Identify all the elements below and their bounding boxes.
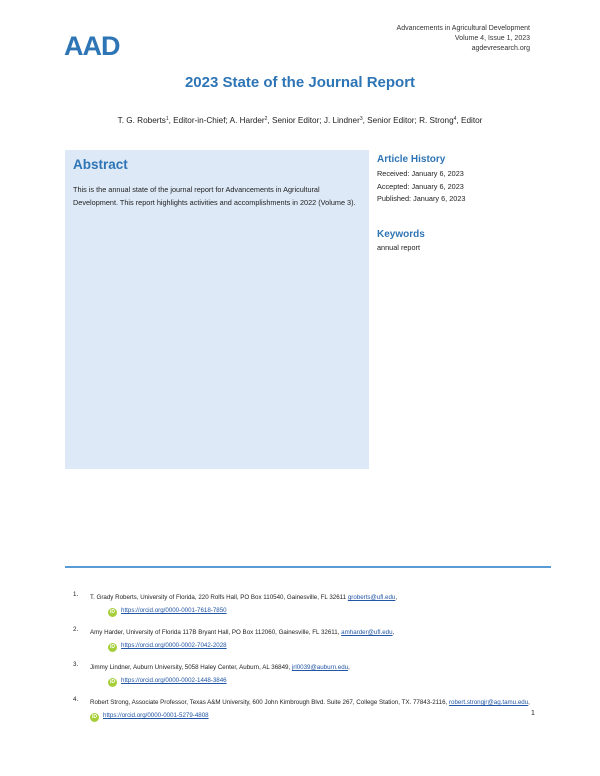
published-date: Published: January 6, 2023 [377,194,466,203]
page-number: 1 [531,710,535,717]
footnote-item [73,626,543,652]
author-role: , Senior Editor; [267,116,324,125]
footnote-number: 4. [73,696,79,703]
footnote-text: Jimmy Lindner, Auburn University, 5058 Haley Center, Auburn, AL 36849, [90,664,292,671]
orcid-link[interactable]: https://orcid.org/0000-0002-7042-2028 [121,642,227,649]
article-history [377,168,465,206]
footnote-punct: , [528,699,530,706]
footnote-punct: , [392,629,395,636]
footnote-item [73,591,543,617]
email-link[interactable]: groberts@ufl.edu [347,594,396,601]
footnote-item [73,661,543,687]
footnotes [73,591,543,731]
footnote-text: T. Grady Roberts, University of Florida, 220 Rolfs Hall, PO Box 110540, Gainesville, FL 32611 [90,594,348,601]
author-affiliation-marker: 1 [165,116,169,122]
author-role: , Editor [456,116,483,125]
author-role: , Senior Editor; [362,116,420,125]
orcid-link[interactable]: https://orcid.org/0000-0002-1448-3846 [121,677,227,684]
footnote-punct: , [348,664,350,671]
page-title: 2023 State of the Journal Report [184,74,416,91]
footnote-text: Amy Harder, University of Florida 117B Bryant Hall, PO Box 112060, Gainesville, FL 32611, [90,629,342,636]
footnote-text: Robert Strong, Associate Professor, Texas A&M University, 600 John Kimbrough Blvd. Suite 267, College Station, TX. 77843-2116, [90,699,449,706]
author-affiliation-marker: 2 [264,116,268,122]
footnote-number: 1. [73,591,79,598]
footnote-number: 3. [73,661,79,668]
keywords-text: annual report [377,243,421,252]
aad-logo [64,30,120,60]
email-link[interactable]: robert.strongjr@ag.tamu.edu [448,699,529,706]
author-affiliation-marker: 4 [453,116,457,122]
journal-website: agdevresearch.org [471,45,530,52]
logo-text: AAD [64,31,120,60]
author-name: T. G. Roberts [117,116,166,125]
orcid-link[interactable]: https://orcid.org/0000-0001-7618-7850 [121,607,227,614]
volume-issue: Volume 4, Issue 1, 2023 [454,35,530,42]
received-date: Received: January 6, 2023 [377,169,464,178]
abstract-text: This is the annual state of the journal report for Advancements in Agricultural Development. This report highlights activities and accomplishments in 2022 (Volume 3). [73,185,356,207]
author-line [0,116,600,125]
author-role: , Editor-in-Chief; [168,116,230,125]
footnote-punct: , [395,594,398,601]
orcid-icon: iD [110,644,115,650]
abstract-heading: Abstract [73,157,128,172]
footnote-number: 2. [73,626,79,633]
footnote-item [73,696,543,722]
author-name: A. Harder [229,116,265,125]
orcid-icon: iD [92,714,97,720]
article-history-heading: Article History [377,154,446,165]
footnote-divider [65,566,551,568]
author-name: J. Lindner [323,116,360,125]
journal-name: Advancements in Agricultural Development [396,25,530,32]
orcid-link[interactable]: https://orcid.org/0000-0001-5279-4808 [103,712,209,719]
email-link[interactable]: jrl0039@auburn.edu [291,664,349,671]
author-name: R. Strong [419,116,454,125]
keywords-heading: Keywords [377,229,425,240]
orcid-icon: iD [110,679,115,685]
author-affiliation-marker: 3 [359,116,363,122]
email-link[interactable]: amharder@ufl.edu [341,629,393,636]
accepted-date: Accepted: January 6, 2023 [377,181,464,191]
journal-info [397,24,530,54]
orcid-icon: iD [110,609,115,615]
